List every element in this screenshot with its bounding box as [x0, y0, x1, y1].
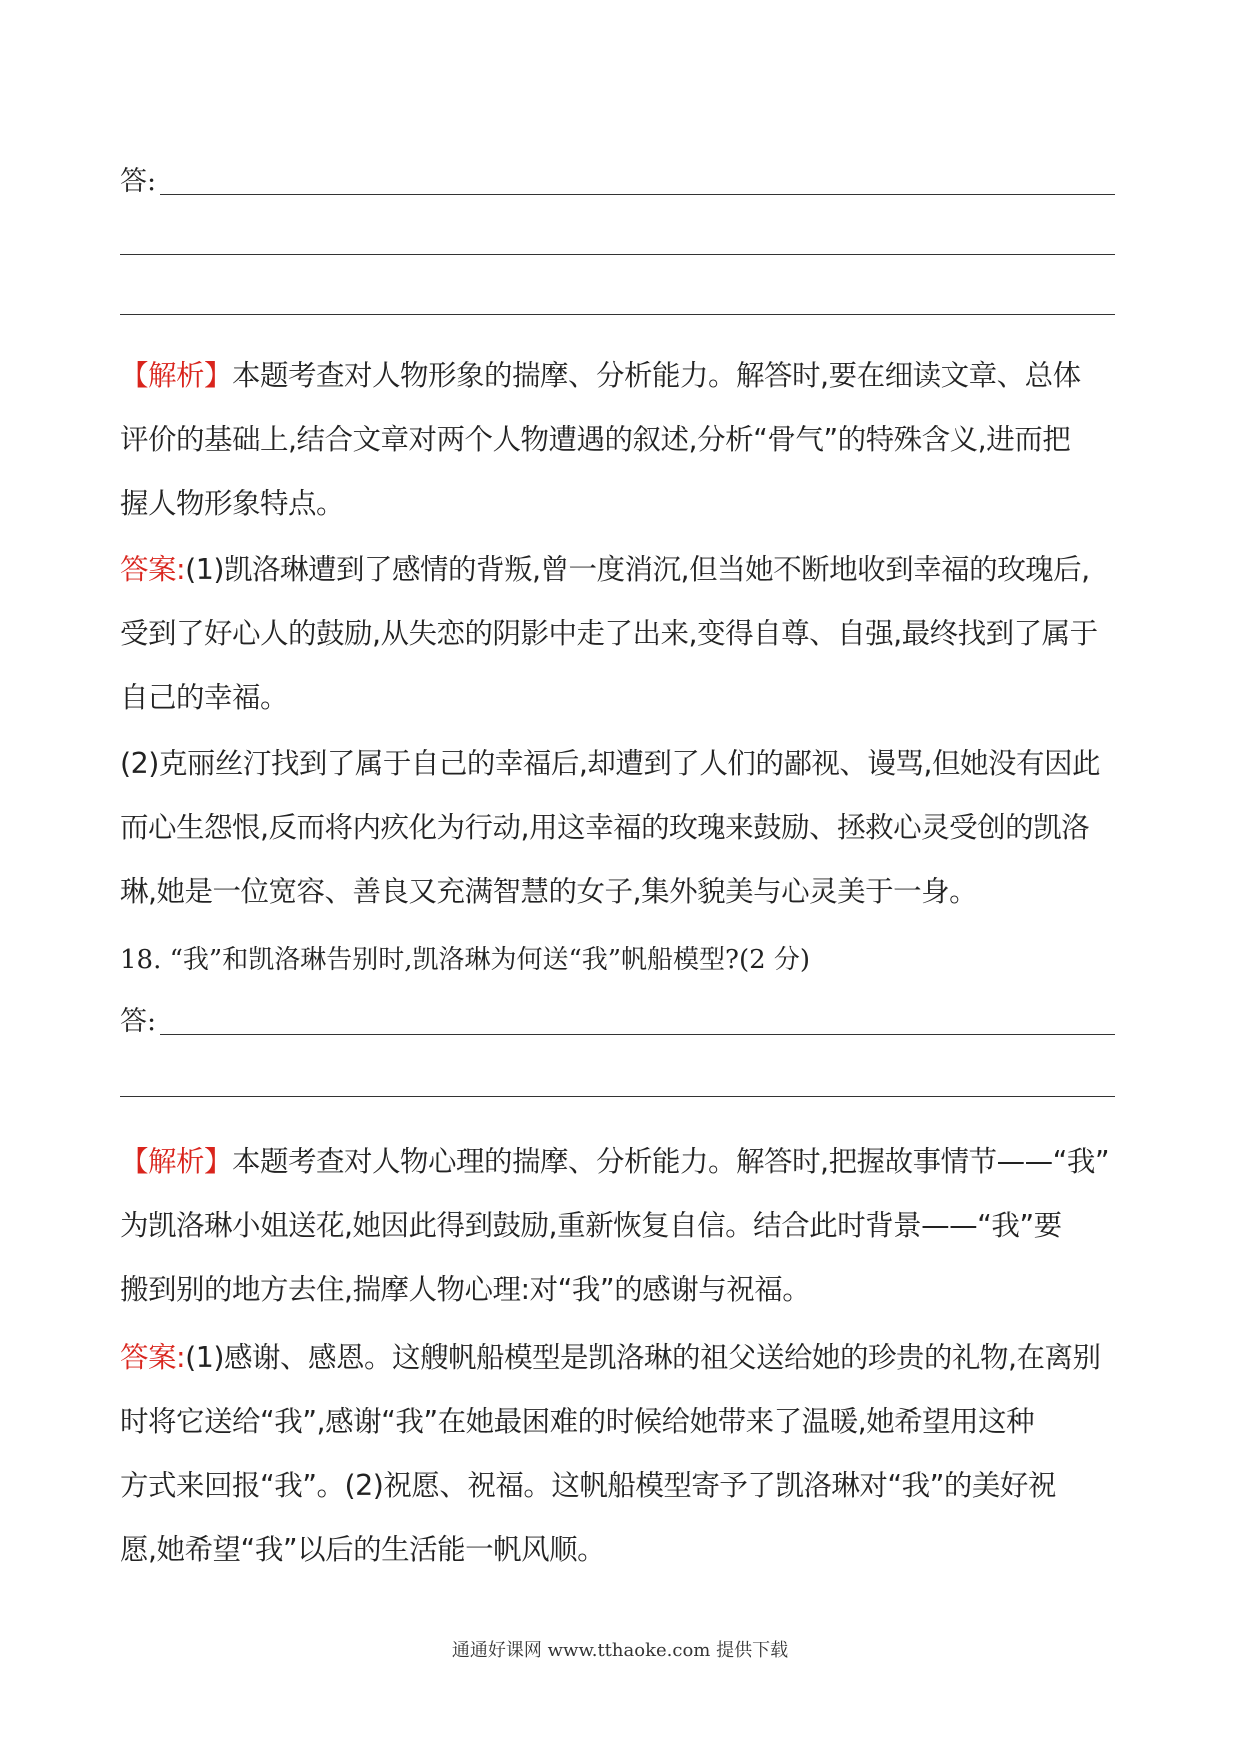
q17-answer-row-3[interactable]: [120, 284, 1115, 324]
q17-answer-label: 答:: [120, 166, 157, 197]
answer-tag: 答案:: [120, 1341, 186, 1374]
q18-answer-line-2: 时将它送给“我”,感谢“我”在她最困难的时候给她带来了温暖,她希望用这种: [120, 1405, 1035, 1438]
q18-answer-label: 答:: [120, 1006, 157, 1037]
q18-question: 18. “我”和凯洛琳告别时,凯洛琳为何送“我”帆船模型?(2 分): [120, 945, 811, 975]
answer-line: [120, 314, 1115, 315]
q17-answer-line-4: (2)克丽丝汀找到了属于自己的幸福后,却遭到了人们的鄙视、谩骂,但她没有因此: [120, 747, 1100, 780]
answer-line: [160, 1034, 1115, 1035]
answer-line: [120, 1096, 1115, 1097]
q17-answer-line-5: 而心生怨恨,反而将内疚化为行动,用这幸福的玫瑰来鼓励、拯救心灵受创的凯洛: [120, 811, 1090, 844]
q17-answer-line-1: 答案:(1)凯洛琳遭到了感情的背叛,曾一度消沉,但当她不断地收到幸福的玫瑰后,: [120, 553, 1090, 586]
page-footer: 通通好课网 www.tthaoke.com 提供下载: [451, 1640, 789, 1661]
q18-analysis-line-1: 【解析】本题考查对人物心理的揣摩、分析能力。解答时,把握故事情节——“我”: [120, 1145, 1110, 1178]
q18-answer-line-3: 方式来回报“我”。(2)祝愿、祝福。这帆船模型寄予了凯洛琳对“我”的美好祝: [120, 1469, 1056, 1502]
q18-answer-line-4: 愿,她希望“我”以后的生活能一帆风顺。: [120, 1533, 606, 1566]
q17-answer-line-6: 琳,她是一位宽容、善良又充满智慧的女子,集外貌美与心灵美于一身。: [120, 875, 978, 908]
q17-answer-line-3: 自己的幸福。: [120, 681, 289, 714]
q17-answer-row[interactable]: [120, 164, 1115, 204]
q17-answer-row-2[interactable]: [120, 224, 1115, 264]
q18-analysis-line-2: 为凯洛琳小姐送花,她因此得到鼓励,重新恢复自信。结合此时背景——“我”要: [120, 1209, 1062, 1242]
q17-analysis-line-3: 握人物形象特点。: [120, 487, 345, 520]
answer-tag: 答案:: [120, 553, 186, 586]
q18-answer-row-2[interactable]: [120, 1066, 1115, 1106]
q17-analysis-line-2: 评价的基础上,结合文章对两个人物遭遇的叙述,分析“骨气”的特殊含义,进而把: [120, 423, 1071, 456]
q18-answer-row[interactable]: [120, 1004, 1115, 1044]
q17-answer-line-2: 受到了好心人的鼓励,从失恋的阴影中走了出来,变得自尊、自强,最终找到了属于: [120, 617, 1098, 650]
q18-answer-line-1: 答案:(1)感谢、感恩。这艘帆船模型是凯洛琳的祖父送给她的珍贵的礼物,在离别: [120, 1341, 1101, 1374]
analysis-tag: 【解析】: [120, 1145, 233, 1178]
q17-analysis-line-1: 【解析】本题考查对人物形象的揣摩、分析能力。解答时,要在细读文章、总体: [120, 359, 1081, 392]
answer-line: [160, 194, 1115, 195]
analysis-tag: 【解析】: [120, 359, 233, 392]
q18-analysis-line-3: 搬到别的地方去住,揣摩人物心理:对“我”的感谢与祝福。: [120, 1273, 811, 1306]
answer-line: [120, 254, 1115, 255]
